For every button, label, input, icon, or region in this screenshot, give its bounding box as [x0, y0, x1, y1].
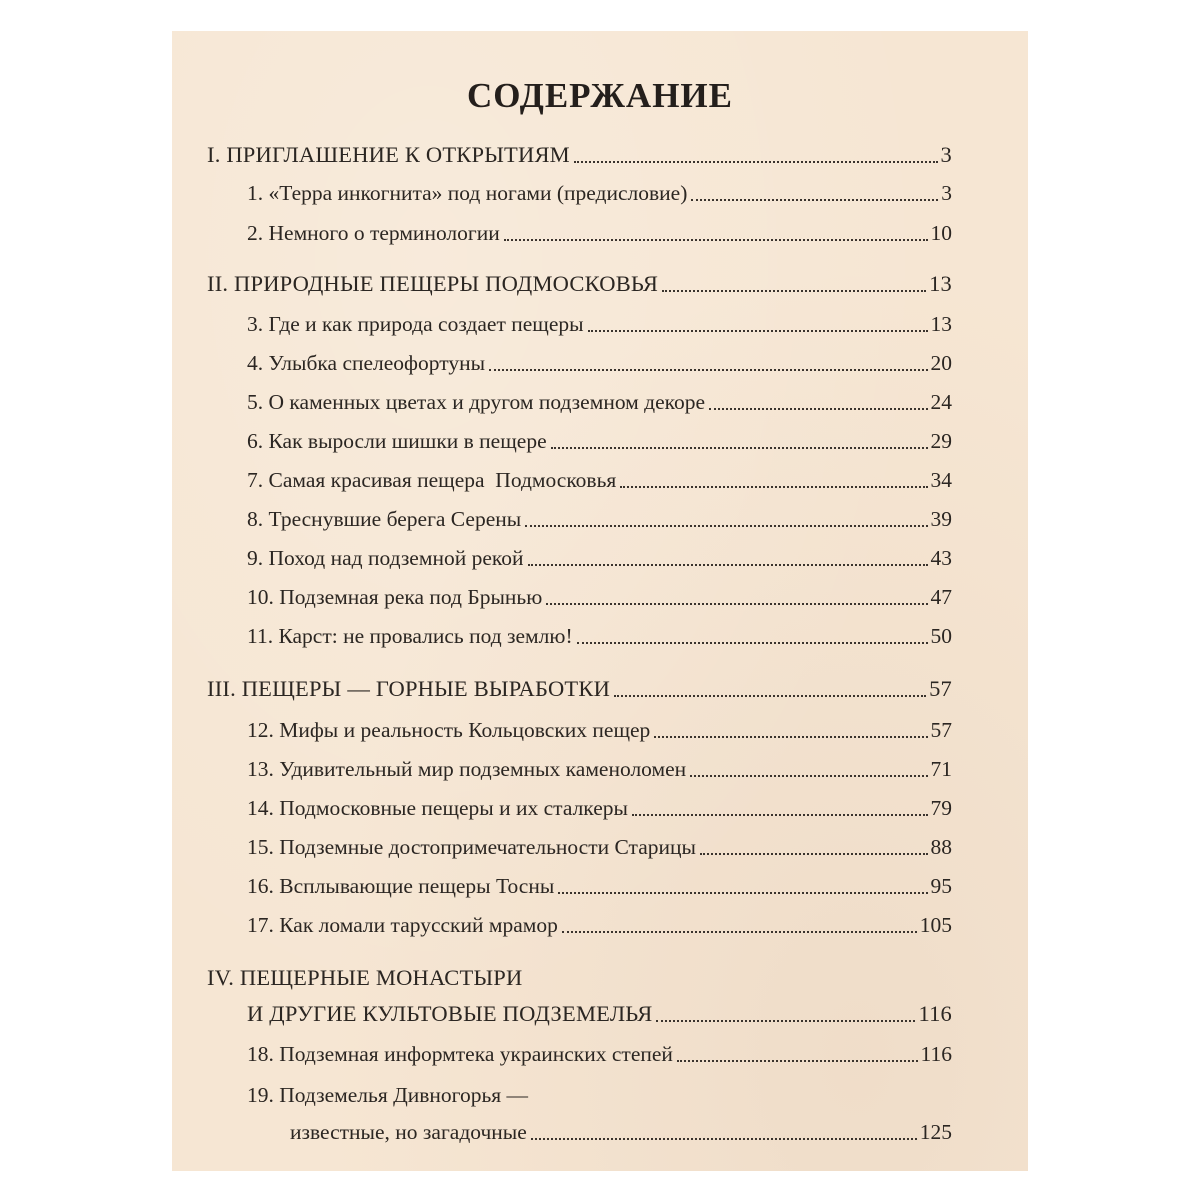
dot-leader: [656, 1020, 915, 1022]
toc-entry: [247, 217, 952, 247]
toc-entry-title: 3. Где и как природа создает пещеры: [247, 312, 584, 336]
dot-leader: [551, 447, 928, 449]
dot-leader: [489, 369, 927, 371]
toc-entry: [247, 831, 952, 861]
toc-entry-title-line1: 19. Подземелья Дивногорья —: [247, 1083, 529, 1107]
dot-leader: [691, 199, 938, 201]
toc-section: [207, 673, 952, 703]
toc-page-number: 3: [941, 181, 952, 205]
dot-leader: [562, 931, 917, 933]
dot-leader: [690, 775, 927, 777]
toc-page-number: 57: [929, 676, 952, 701]
dot-leader: [504, 239, 928, 241]
toc-entry: [247, 347, 952, 377]
dot-leader: [574, 161, 938, 163]
toc-section-title-line1: IV. ПЕЩЕРНЫЕ МОНАСТЫРИ: [207, 965, 523, 990]
toc-section: [247, 998, 952, 1028]
toc-page-number: 3: [940, 142, 952, 167]
toc-entry: [247, 620, 952, 650]
toc-page-number: 95: [930, 874, 952, 898]
toc-entry-title-line2: известные, но загадочные: [290, 1120, 527, 1144]
toc-entry: [247, 386, 952, 416]
toc-entry: [247, 308, 952, 338]
toc-page-number: 20: [930, 351, 952, 375]
toc-page-number: 88: [930, 835, 952, 859]
toc-entry-title: 13. Удивительный мир подземных каменоломен: [247, 757, 687, 781]
toc-section: [207, 139, 952, 169]
dot-leader: [654, 736, 927, 738]
dot-leader: [528, 564, 928, 566]
dot-leader: [577, 642, 928, 644]
dot-leader: [620, 486, 927, 488]
toc-page-number: 47: [930, 585, 952, 609]
toc-page-number: 79: [930, 796, 952, 820]
toc-entry: [290, 1116, 952, 1146]
dot-leader: [709, 408, 927, 410]
toc-entry-title: 6. Как выросли шишки в пещере: [247, 429, 547, 453]
toc-section: [207, 268, 952, 298]
dot-leader: [546, 603, 927, 605]
toc-page-number: 24: [930, 390, 952, 414]
dot-leader: [588, 330, 928, 332]
page-title: СОДЕРЖАНИЕ: [466, 76, 733, 115]
toc-entry: [247, 425, 952, 455]
toc-entry-title: 14. Подмосковные пещеры и их сталкеры: [247, 796, 628, 820]
toc-entry: [247, 177, 952, 207]
toc-page-number: 29: [930, 429, 952, 453]
dot-leader: [558, 892, 927, 894]
toc-entry: [247, 753, 952, 783]
toc-section-title: III. ПЕЩЕРЫ — ГОРНЫЕ ВЫРАБОТКИ: [207, 676, 611, 701]
toc-page-number: 105: [919, 913, 952, 937]
toc-entry: [247, 714, 952, 744]
toc-entry: [247, 792, 952, 822]
toc-entry: [247, 909, 952, 939]
toc-page-number: 34: [930, 468, 952, 492]
toc-section-title: II. ПРИРОДНЫЕ ПЕЩЕРЫ ПОДМОСКОВЬЯ: [207, 271, 659, 296]
toc-page-number: 39: [930, 507, 952, 531]
dot-leader: [700, 853, 928, 855]
toc-entry: [247, 542, 952, 572]
dot-leader: [614, 695, 926, 697]
toc-entry-title: 8. Треснувшие берега Серены: [247, 507, 522, 531]
toc-page-number: 10: [930, 221, 952, 245]
toc-entry-title: 5. О каменных цветах и другом подземном декоре: [247, 390, 706, 414]
toc-page-number: 71: [930, 757, 952, 781]
toc-page-number: 13: [930, 312, 952, 336]
toc-entry-title: 17. Как ломали тарусский мрамор: [247, 913, 558, 937]
dot-leader: [632, 814, 928, 816]
dot-leader: [677, 1060, 918, 1062]
toc-section-title-line2: И ДРУГИЕ КУЛЬТОВЫЕ ПОДЗЕМЕЛЬЯ: [247, 1001, 653, 1026]
toc-page-number: 116: [920, 1042, 952, 1066]
toc-entry: [247, 503, 952, 533]
toc-entry: [247, 581, 952, 611]
toc-entry-title: 9. Поход над подземной рекой: [247, 546, 524, 570]
toc-entry-title: 2. Немного о терминологии: [247, 221, 500, 245]
dot-leader: [531, 1138, 917, 1140]
toc-entry-title: 4. Улыбка спелеофортуны: [247, 351, 486, 375]
dot-leader: [525, 525, 927, 527]
toc-entry: [247, 1038, 952, 1068]
toc-page-number: 50: [930, 624, 952, 648]
toc-entry-title: 10. Подземная река под Брынью: [247, 585, 543, 609]
toc-entry-title: 7. Самая красивая пещера Подмосковья: [247, 468, 617, 492]
toc-page-number: 43: [930, 546, 952, 570]
toc-entry: [247, 870, 952, 900]
toc-entry-title: 15. Подземные достопримечательности Старицы: [247, 835, 696, 859]
toc-page-number: 57: [930, 718, 952, 742]
toc-page-number: 116: [918, 1001, 952, 1026]
toc-page-number: 125: [919, 1120, 952, 1144]
toc-entry-title: 16. Всплывающие пещеры Тосны: [247, 874, 555, 898]
toc-entry-title: 18. Подземная информтека украинских степей: [247, 1042, 673, 1066]
toc-entry-title: 12. Мифы и реальность Кольцовских пещер: [247, 718, 651, 742]
toc-page-number: 13: [929, 271, 952, 296]
dot-leader: [662, 290, 926, 292]
toc-entry-title: 11. Карст: не провались под землю!: [247, 624, 573, 648]
toc-entry: [247, 464, 952, 494]
toc-section-title: I. ПРИГЛАШЕНИЕ К ОТКРЫТИЯМ: [207, 142, 570, 167]
toc-entry-title: 1. «Терра инкогнита» под ногами (предисловие): [247, 181, 688, 205]
